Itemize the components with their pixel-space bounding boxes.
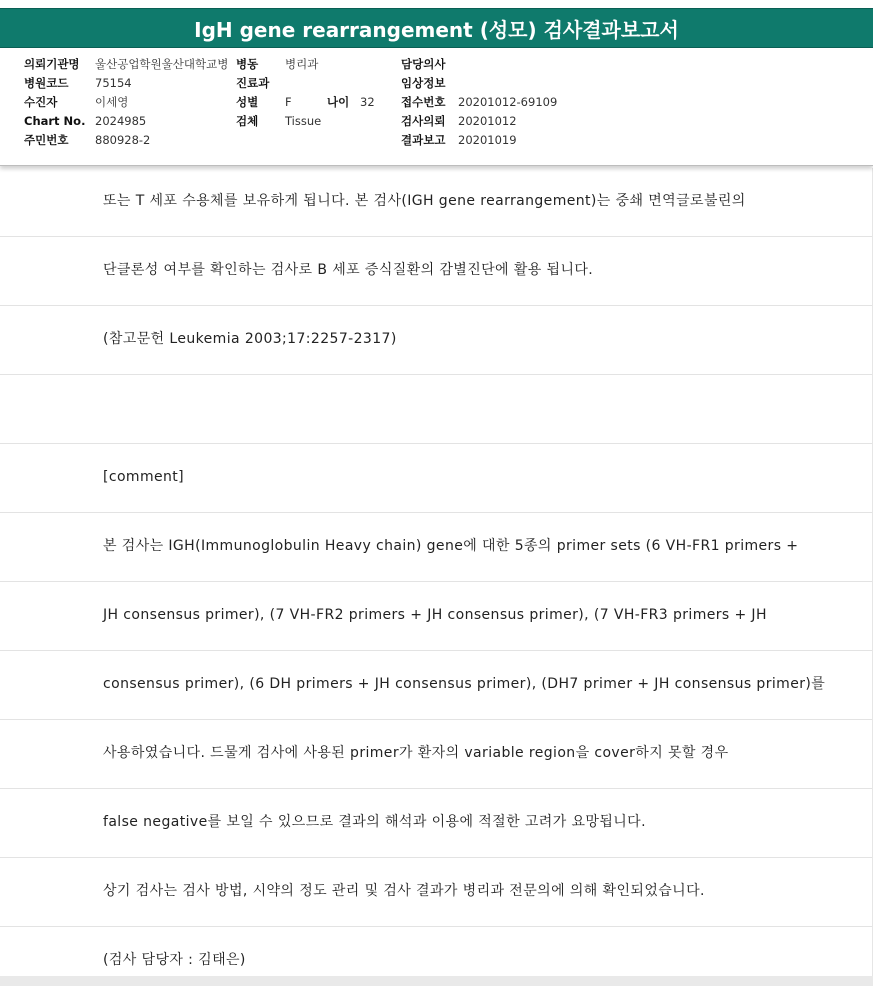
label-age: 나이 (327, 95, 350, 109)
value-patient-name: 이세영 (95, 95, 129, 109)
report-line (0, 858, 872, 927)
report-line-text: consensus primer), (6 DH primers + JH consensus primer), (DH7 primer + JH consensus primer)를 (103, 676, 826, 692)
report-line-text: JH consensus primer), (7 VH-FR2 primers + JH consensus primer), (7 VH-FR3 primers + JH (103, 607, 767, 623)
report-line (0, 720, 872, 789)
header-row-1 (0, 55, 873, 74)
header-row-2 (0, 74, 873, 93)
report-line (0, 237, 872, 306)
header-row-5 (0, 131, 873, 150)
report-line-text: 또는 T 세포 수용체를 보유하게 됩니다. 본 검사(IGH gene rearrangement)는 중쇄 면역글로불린의 (103, 193, 746, 209)
value-resident-number: 880928-2 (95, 133, 151, 147)
report-line-text: 상기 검사는 검사 방법, 시약의 정도 관리 및 검사 결과가 병리과 전문의에 의해 확인되었습니다. (103, 883, 705, 899)
report-line (0, 927, 872, 976)
value-chart-number: 2024985 (95, 114, 147, 128)
report-line-text: 본 검사는 IGH(Immunoglobulin Heavy chain) gene에 대한 5종의 primer sets (6 VH-FR1 primers + (103, 538, 799, 554)
label-clinical-info: 임상정보 (401, 76, 446, 90)
value-hospital-code: 75154 (95, 76, 132, 90)
value-age: 32 (360, 95, 375, 109)
value-requesting-institution: 울산공업학원울산대학교병 (95, 57, 229, 71)
label-department: 진료과 (236, 76, 270, 90)
value-accession-number: 20201012-69109 (458, 95, 558, 109)
label-report-date: 결과보고 (401, 133, 446, 147)
report-line (0, 582, 872, 651)
label-resident-number: 주민번호 (24, 133, 69, 147)
label-accession-number: 접수번호 (401, 95, 446, 109)
header-row-3 (0, 93, 873, 112)
label-hospital-code: 병원코드 (24, 76, 69, 90)
value-specimen: Tissue (285, 114, 322, 128)
report-line-text: false negative를 보일 수 있으므로 결과의 해석과 이용에 적절한 고려가 요망됩니다. (103, 814, 646, 830)
report-line-text: (참고문헌 Leukemia 2003;17:2257-2317) (103, 331, 397, 347)
label-patient-name: 수진자 (24, 95, 58, 109)
report-line-blank (0, 375, 872, 444)
scroll-bottom-strip (0, 976, 873, 986)
value-report-date: 20201019 (458, 133, 517, 147)
report-line-text: 단클론성 여부를 확인하는 검사로 B 세포 증식질환의 감별진단에 활용 됩니다. (103, 262, 594, 278)
label-request-date: 검사의뢰 (401, 114, 446, 128)
patient-info-header (0, 50, 873, 166)
report-line (0, 306, 872, 375)
label-ward: 병동 (236, 57, 259, 71)
report-line (0, 789, 872, 858)
label-requesting-institution: 의뢰기관명 (24, 57, 80, 71)
label-chart-number: Chart No. (24, 114, 86, 128)
header-row-4 (0, 112, 873, 131)
report-body (0, 168, 873, 976)
value-sex: F (285, 95, 292, 109)
report-line-text: (검사 담당자 : 김태은) (103, 952, 246, 968)
report-line-text: 사용하였습니다. 드물게 검사에 사용된 primer가 환자의 variable region을 cover하지 못할 경우 (103, 745, 729, 761)
value-ward: 병리과 (285, 57, 319, 71)
report-line (0, 444, 872, 513)
comment-heading: [comment] (103, 469, 185, 485)
value-request-date: 20201012 (458, 114, 517, 128)
report-line (0, 168, 872, 237)
label-attending-doctor: 담당의사 (401, 57, 446, 71)
report-line (0, 651, 872, 720)
report-title: IgH gene rearrangement (성모) 검사결과보고서 (0, 8, 873, 48)
report-line (0, 513, 872, 582)
label-sex: 성별 (236, 95, 259, 109)
label-specimen: 검체 (236, 114, 259, 128)
